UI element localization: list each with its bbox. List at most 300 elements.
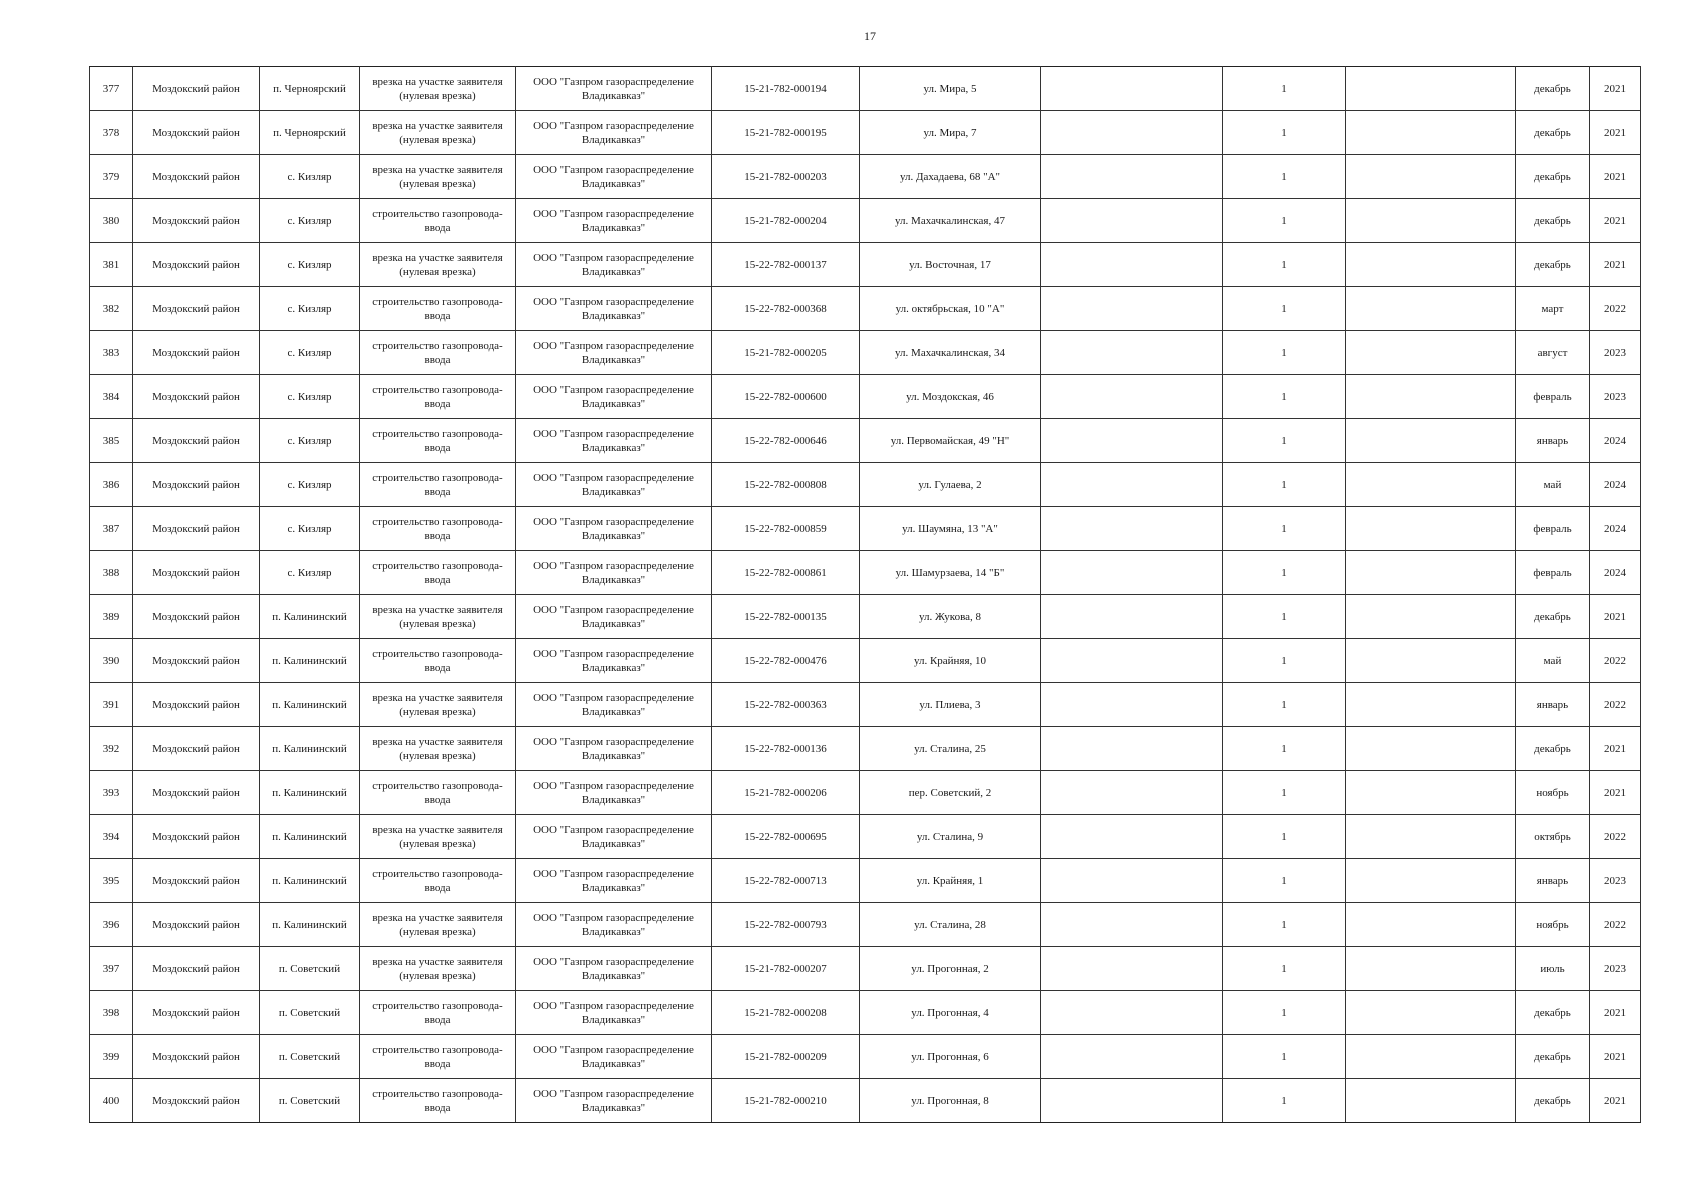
blank-cell: [1346, 991, 1516, 1035]
district-cell: Моздокский район: [133, 199, 260, 243]
address-cell: ул. Мира, 5: [860, 67, 1041, 111]
quantity-cell: 1: [1223, 507, 1346, 551]
settlement-cell: с. Кизляр: [260, 243, 360, 287]
row-number-cell: 396: [90, 903, 133, 947]
quantity-cell: 1: [1223, 111, 1346, 155]
address-cell: ул. Сталина, 28: [860, 903, 1041, 947]
table-row: [90, 1079, 1641, 1123]
settlement-cell: п. Калининский: [260, 903, 360, 947]
year-cell: 2022: [1590, 903, 1641, 947]
work-type-cell: строительство газопровода-ввода: [360, 991, 516, 1035]
blank-cell: [1346, 1079, 1516, 1123]
work-type-cell: строительство газопровода-ввода: [360, 331, 516, 375]
contract-number-cell: 15-22-782-000476: [712, 639, 860, 683]
year-cell: 2021: [1590, 1035, 1641, 1079]
settlement-cell: п. Советский: [260, 991, 360, 1035]
settlement-cell: с. Кизляр: [260, 375, 360, 419]
month-cell: май: [1516, 463, 1590, 507]
table-row: [90, 331, 1641, 375]
blank-cell: [1346, 595, 1516, 639]
work-type-cell: врезка на участке заявителя (нулевая врезка): [360, 243, 516, 287]
month-cell: декабрь: [1516, 155, 1590, 199]
contract-number-cell: 15-21-782-000207: [712, 947, 860, 991]
organization-cell: ООО "Газпром газораспределение Владикавказ": [516, 551, 712, 595]
contract-number-cell: 15-21-782-000204: [712, 199, 860, 243]
blank-cell: [1041, 331, 1223, 375]
address-cell: ул. Шамурзаева, 14 "Б": [860, 551, 1041, 595]
blank-cell: [1346, 551, 1516, 595]
row-number-cell: 386: [90, 463, 133, 507]
district-cell: Моздокский район: [133, 815, 260, 859]
row-number-cell: 380: [90, 199, 133, 243]
blank-cell: [1041, 375, 1223, 419]
blank-cell: [1041, 507, 1223, 551]
month-cell: декабрь: [1516, 111, 1590, 155]
blank-cell: [1346, 859, 1516, 903]
table-row: [90, 815, 1641, 859]
settlement-cell: с. Кизляр: [260, 419, 360, 463]
district-cell: Моздокский район: [133, 771, 260, 815]
address-cell: ул. Махачкалинская, 34: [860, 331, 1041, 375]
organization-cell: ООО "Газпром газораспределение Владикавказ": [516, 331, 712, 375]
month-cell: февраль: [1516, 507, 1590, 551]
month-cell: июль: [1516, 947, 1590, 991]
row-number-cell: 389: [90, 595, 133, 639]
blank-cell: [1041, 727, 1223, 771]
table-row: [90, 463, 1641, 507]
quantity-cell: 1: [1223, 551, 1346, 595]
row-number-cell: 394: [90, 815, 133, 859]
district-cell: Моздокский район: [133, 331, 260, 375]
organization-cell: ООО "Газпром газораспределение Владикавказ": [516, 771, 712, 815]
work-type-cell: строительство газопровода-ввода: [360, 551, 516, 595]
district-cell: Моздокский район: [133, 507, 260, 551]
blank-cell: [1041, 1079, 1223, 1123]
organization-cell: ООО "Газпром газораспределение Владикавказ": [516, 419, 712, 463]
district-cell: Моздокский район: [133, 595, 260, 639]
contract-number-cell: 15-21-782-000209: [712, 1035, 860, 1079]
month-cell: ноябрь: [1516, 771, 1590, 815]
organization-cell: ООО "Газпром газораспределение Владикавказ": [516, 947, 712, 991]
organization-cell: ООО "Газпром газораспределение Владикавказ": [516, 463, 712, 507]
work-type-cell: врезка на участке заявителя (нулевая врезка): [360, 815, 516, 859]
blank-cell: [1041, 243, 1223, 287]
blank-cell: [1041, 771, 1223, 815]
organization-cell: ООО "Газпром газораспределение Владикавказ": [516, 155, 712, 199]
contract-number-cell: 15-21-782-000205: [712, 331, 860, 375]
organization-cell: ООО "Газпром газораспределение Владикавказ": [516, 991, 712, 1035]
contract-number-cell: 15-22-782-000861: [712, 551, 860, 595]
contract-number-cell: 15-21-782-000203: [712, 155, 860, 199]
blank-cell: [1346, 199, 1516, 243]
contract-number-cell: 15-22-782-000137: [712, 243, 860, 287]
year-cell: 2021: [1590, 199, 1641, 243]
work-type-cell: строительство газопровода-ввода: [360, 375, 516, 419]
row-number-cell: 390: [90, 639, 133, 683]
quantity-cell: 1: [1223, 727, 1346, 771]
row-number-cell: 383: [90, 331, 133, 375]
contract-number-cell: 15-22-782-000713: [712, 859, 860, 903]
settlement-cell: п. Черноярский: [260, 67, 360, 111]
address-cell: ул. Первомайская, 49 "Н": [860, 419, 1041, 463]
blank-cell: [1346, 67, 1516, 111]
address-cell: ул. Дахадаева, 68 "А": [860, 155, 1041, 199]
organization-cell: ООО "Газпром газораспределение Владикавказ": [516, 287, 712, 331]
quantity-cell: 1: [1223, 639, 1346, 683]
work-type-cell: врезка на участке заявителя (нулевая врезка): [360, 727, 516, 771]
contract-number-cell: 15-22-782-000859: [712, 507, 860, 551]
settlement-cell: п. Советский: [260, 1035, 360, 1079]
blank-cell: [1041, 595, 1223, 639]
blank-cell: [1041, 859, 1223, 903]
row-number-cell: 392: [90, 727, 133, 771]
settlement-cell: с. Кизляр: [260, 507, 360, 551]
quantity-cell: 1: [1223, 155, 1346, 199]
month-cell: январь: [1516, 419, 1590, 463]
quantity-cell: 1: [1223, 991, 1346, 1035]
address-cell: ул. Сталина, 9: [860, 815, 1041, 859]
month-cell: декабрь: [1516, 595, 1590, 639]
district-cell: Моздокский район: [133, 1035, 260, 1079]
district-cell: Моздокский район: [133, 903, 260, 947]
contract-number-cell: 15-22-782-000793: [712, 903, 860, 947]
contract-number-cell: 15-22-782-000600: [712, 375, 860, 419]
quantity-cell: 1: [1223, 947, 1346, 991]
year-cell: 2023: [1590, 331, 1641, 375]
settlement-cell: п. Советский: [260, 1079, 360, 1123]
organization-cell: ООО "Газпром газораспределение Владикавказ": [516, 111, 712, 155]
quantity-cell: 1: [1223, 287, 1346, 331]
settlement-cell: п. Калининский: [260, 859, 360, 903]
table-row: [90, 683, 1641, 727]
quantity-cell: 1: [1223, 859, 1346, 903]
contract-number-cell: 15-21-782-000194: [712, 67, 860, 111]
year-cell: 2023: [1590, 947, 1641, 991]
month-cell: декабрь: [1516, 1035, 1590, 1079]
row-number-cell: 379: [90, 155, 133, 199]
district-cell: Моздокский район: [133, 155, 260, 199]
blank-cell: [1041, 903, 1223, 947]
work-type-cell: строительство газопровода-ввода: [360, 463, 516, 507]
blank-cell: [1346, 771, 1516, 815]
district-cell: Моздокский район: [133, 991, 260, 1035]
year-cell: 2023: [1590, 375, 1641, 419]
work-type-cell: врезка на участке заявителя (нулевая врезка): [360, 67, 516, 111]
table-row: [90, 1035, 1641, 1079]
contract-number-cell: 15-21-782-000210: [712, 1079, 860, 1123]
settlement-cell: с. Кизляр: [260, 155, 360, 199]
quantity-cell: 1: [1223, 815, 1346, 859]
blank-cell: [1041, 639, 1223, 683]
row-number-cell: 384: [90, 375, 133, 419]
quantity-cell: 1: [1223, 463, 1346, 507]
year-cell: 2021: [1590, 771, 1641, 815]
organization-cell: ООО "Газпром газораспределение Владикавказ": [516, 639, 712, 683]
work-type-cell: строительство газопровода-ввода: [360, 419, 516, 463]
organization-cell: ООО "Газпром газораспределение Владикавказ": [516, 1035, 712, 1079]
year-cell: 2022: [1590, 683, 1641, 727]
address-cell: ул. Восточная, 17: [860, 243, 1041, 287]
quantity-cell: 1: [1223, 331, 1346, 375]
work-type-cell: врезка на участке заявителя (нулевая врезка): [360, 111, 516, 155]
year-cell: 2021: [1590, 155, 1641, 199]
address-cell: ул. Прогонная, 6: [860, 1035, 1041, 1079]
year-cell: 2021: [1590, 595, 1641, 639]
year-cell: 2022: [1590, 815, 1641, 859]
district-cell: Моздокский район: [133, 859, 260, 903]
address-cell: ул. Шаумяна, 13 "А": [860, 507, 1041, 551]
month-cell: декабрь: [1516, 1079, 1590, 1123]
work-type-cell: строительство газопровода-ввода: [360, 771, 516, 815]
work-type-cell: строительство газопровода-ввода: [360, 287, 516, 331]
row-number-cell: 385: [90, 419, 133, 463]
table-row: [90, 991, 1641, 1035]
blank-cell: [1041, 991, 1223, 1035]
contract-number-cell: 15-22-782-000135: [712, 595, 860, 639]
address-cell: ул. Махачкалинская, 47: [860, 199, 1041, 243]
month-cell: май: [1516, 639, 1590, 683]
contract-number-cell: 15-21-782-000195: [712, 111, 860, 155]
address-cell: ул. Плиева, 3: [860, 683, 1041, 727]
organization-cell: ООО "Газпром газораспределение Владикавказ": [516, 859, 712, 903]
row-number-cell: 397: [90, 947, 133, 991]
district-cell: Моздокский район: [133, 463, 260, 507]
month-cell: декабрь: [1516, 199, 1590, 243]
blank-cell: [1346, 375, 1516, 419]
year-cell: 2022: [1590, 287, 1641, 331]
month-cell: декабрь: [1516, 727, 1590, 771]
quantity-cell: 1: [1223, 595, 1346, 639]
work-type-cell: строительство газопровода-ввода: [360, 859, 516, 903]
month-cell: ноябрь: [1516, 903, 1590, 947]
year-cell: 2021: [1590, 67, 1641, 111]
month-cell: декабрь: [1516, 243, 1590, 287]
year-cell: 2024: [1590, 551, 1641, 595]
contract-number-cell: 15-21-782-000206: [712, 771, 860, 815]
register-table: [89, 66, 1641, 1123]
work-type-cell: строительство газопровода-ввода: [360, 1035, 516, 1079]
blank-cell: [1041, 199, 1223, 243]
blank-cell: [1041, 551, 1223, 595]
month-cell: февраль: [1516, 375, 1590, 419]
district-cell: Моздокский район: [133, 67, 260, 111]
blank-cell: [1346, 331, 1516, 375]
year-cell: 2023: [1590, 859, 1641, 903]
settlement-cell: п. Калининский: [260, 771, 360, 815]
work-type-cell: строительство газопровода-ввода: [360, 199, 516, 243]
year-cell: 2021: [1590, 991, 1641, 1035]
blank-cell: [1346, 727, 1516, 771]
district-cell: Моздокский район: [133, 419, 260, 463]
organization-cell: ООО "Газпром газораспределение Владикавказ": [516, 375, 712, 419]
district-cell: Моздокский район: [133, 1079, 260, 1123]
blank-cell: [1041, 287, 1223, 331]
table-row: [90, 375, 1641, 419]
settlement-cell: п. Советский: [260, 947, 360, 991]
address-cell: ул. Гулаева, 2: [860, 463, 1041, 507]
blank-cell: [1346, 903, 1516, 947]
settlement-cell: п. Калининский: [260, 595, 360, 639]
address-cell: ул. Жукова, 8: [860, 595, 1041, 639]
row-number-cell: 393: [90, 771, 133, 815]
contract-number-cell: 15-22-782-000695: [712, 815, 860, 859]
blank-cell: [1346, 507, 1516, 551]
quantity-cell: 1: [1223, 375, 1346, 419]
quantity-cell: 1: [1223, 683, 1346, 727]
table-row: [90, 287, 1641, 331]
work-type-cell: врезка на участке заявителя (нулевая врезка): [360, 947, 516, 991]
table-row: [90, 727, 1641, 771]
organization-cell: ООО "Газпром газораспределение Владикавказ": [516, 67, 712, 111]
table-row: [90, 67, 1641, 111]
contract-number-cell: 15-22-782-000808: [712, 463, 860, 507]
address-cell: ул. Мира, 7: [860, 111, 1041, 155]
row-number-cell: 391: [90, 683, 133, 727]
address-cell: ул. Крайняя, 1: [860, 859, 1041, 903]
blank-cell: [1346, 463, 1516, 507]
blank-cell: [1346, 287, 1516, 331]
table-row: [90, 507, 1641, 551]
table-row: [90, 419, 1641, 463]
table-row: [90, 551, 1641, 595]
row-number-cell: 388: [90, 551, 133, 595]
quantity-cell: 1: [1223, 903, 1346, 947]
district-cell: Моздокский район: [133, 639, 260, 683]
table-row: [90, 771, 1641, 815]
row-number-cell: 399: [90, 1035, 133, 1079]
organization-cell: ООО "Газпром газораспределение Владикавказ": [516, 903, 712, 947]
year-cell: 2021: [1590, 243, 1641, 287]
month-cell: август: [1516, 331, 1590, 375]
row-number-cell: 398: [90, 991, 133, 1035]
organization-cell: ООО "Газпром газораспределение Владикавказ": [516, 243, 712, 287]
table-row: [90, 155, 1641, 199]
year-cell: 2021: [1590, 1079, 1641, 1123]
year-cell: 2024: [1590, 507, 1641, 551]
month-cell: декабрь: [1516, 991, 1590, 1035]
address-cell: ул. Прогонная, 8: [860, 1079, 1041, 1123]
blank-cell: [1346, 639, 1516, 683]
year-cell: 2024: [1590, 463, 1641, 507]
row-number-cell: 382: [90, 287, 133, 331]
district-cell: Моздокский район: [133, 243, 260, 287]
blank-cell: [1041, 815, 1223, 859]
month-cell: декабрь: [1516, 67, 1590, 111]
blank-cell: [1346, 947, 1516, 991]
contract-number-cell: 15-22-782-000363: [712, 683, 860, 727]
month-cell: октябрь: [1516, 815, 1590, 859]
row-number-cell: 387: [90, 507, 133, 551]
row-number-cell: 395: [90, 859, 133, 903]
blank-cell: [1346, 815, 1516, 859]
district-cell: Моздокский район: [133, 727, 260, 771]
settlement-cell: с. Кизляр: [260, 199, 360, 243]
year-cell: 2021: [1590, 111, 1641, 155]
work-type-cell: строительство газопровода-ввода: [360, 639, 516, 683]
blank-cell: [1041, 683, 1223, 727]
work-type-cell: врезка на участке заявителя (нулевая врезка): [360, 903, 516, 947]
settlement-cell: с. Кизляр: [260, 463, 360, 507]
organization-cell: ООО "Газпром газораспределение Владикавказ": [516, 727, 712, 771]
address-cell: ул. Моздокская, 46: [860, 375, 1041, 419]
settlement-cell: с. Кизляр: [260, 331, 360, 375]
table-row: [90, 639, 1641, 683]
district-cell: Моздокский район: [133, 683, 260, 727]
month-cell: январь: [1516, 683, 1590, 727]
district-cell: Моздокский район: [133, 111, 260, 155]
blank-cell: [1041, 419, 1223, 463]
address-cell: ул. Крайняя, 10: [860, 639, 1041, 683]
blank-cell: [1041, 155, 1223, 199]
blank-cell: [1346, 111, 1516, 155]
work-type-cell: врезка на участке заявителя (нулевая врезка): [360, 595, 516, 639]
year-cell: 2024: [1590, 419, 1641, 463]
organization-cell: ООО "Газпром газораспределение Владикавказ": [516, 199, 712, 243]
blank-cell: [1346, 155, 1516, 199]
work-type-cell: врезка на участке заявителя (нулевая врезка): [360, 155, 516, 199]
month-cell: март: [1516, 287, 1590, 331]
contract-number-cell: 15-22-782-000136: [712, 727, 860, 771]
table-row: [90, 903, 1641, 947]
settlement-cell: п. Калининский: [260, 639, 360, 683]
row-number-cell: 378: [90, 111, 133, 155]
table-body: [90, 67, 1641, 1123]
year-cell: 2022: [1590, 639, 1641, 683]
blank-cell: [1346, 683, 1516, 727]
table-row: [90, 859, 1641, 903]
quantity-cell: 1: [1223, 1035, 1346, 1079]
settlement-cell: п. Калининский: [260, 815, 360, 859]
blank-cell: [1346, 419, 1516, 463]
work-type-cell: строительство газопровода-ввода: [360, 507, 516, 551]
district-cell: Моздокский район: [133, 947, 260, 991]
contract-number-cell: 15-22-782-000646: [712, 419, 860, 463]
address-cell: ул. Прогонная, 4: [860, 991, 1041, 1035]
table-row: [90, 243, 1641, 287]
month-cell: февраль: [1516, 551, 1590, 595]
settlement-cell: п. Черноярский: [260, 111, 360, 155]
blank-cell: [1041, 947, 1223, 991]
blank-cell: [1346, 243, 1516, 287]
quantity-cell: 1: [1223, 419, 1346, 463]
blank-cell: [1346, 1035, 1516, 1079]
row-number-cell: 377: [90, 67, 133, 111]
quantity-cell: 1: [1223, 243, 1346, 287]
work-type-cell: врезка на участке заявителя (нулевая врезка): [360, 683, 516, 727]
quantity-cell: 1: [1223, 771, 1346, 815]
address-cell: ул. октябрьская, 10 "А": [860, 287, 1041, 331]
district-cell: Моздокский район: [133, 551, 260, 595]
blank-cell: [1041, 1035, 1223, 1079]
blank-cell: [1041, 111, 1223, 155]
contract-number-cell: 15-22-782-000368: [712, 287, 860, 331]
address-cell: пер. Советский, 2: [860, 771, 1041, 815]
table-row: [90, 595, 1641, 639]
settlement-cell: с. Кизляр: [260, 551, 360, 595]
row-number-cell: 400: [90, 1079, 133, 1123]
organization-cell: ООО "Газпром газораспределение Владикавказ": [516, 1079, 712, 1123]
table-row: [90, 199, 1641, 243]
settlement-cell: п. Калининский: [260, 683, 360, 727]
address-cell: ул. Прогонная, 2: [860, 947, 1041, 991]
district-cell: Моздокский район: [133, 287, 260, 331]
address-cell: ул. Сталина, 25: [860, 727, 1041, 771]
quantity-cell: 1: [1223, 199, 1346, 243]
settlement-cell: с. Кизляр: [260, 287, 360, 331]
settlement-cell: п. Калининский: [260, 727, 360, 771]
organization-cell: ООО "Газпром газораспределение Владикавказ": [516, 815, 712, 859]
organization-cell: ООО "Газпром газораспределение Владикавказ": [516, 507, 712, 551]
